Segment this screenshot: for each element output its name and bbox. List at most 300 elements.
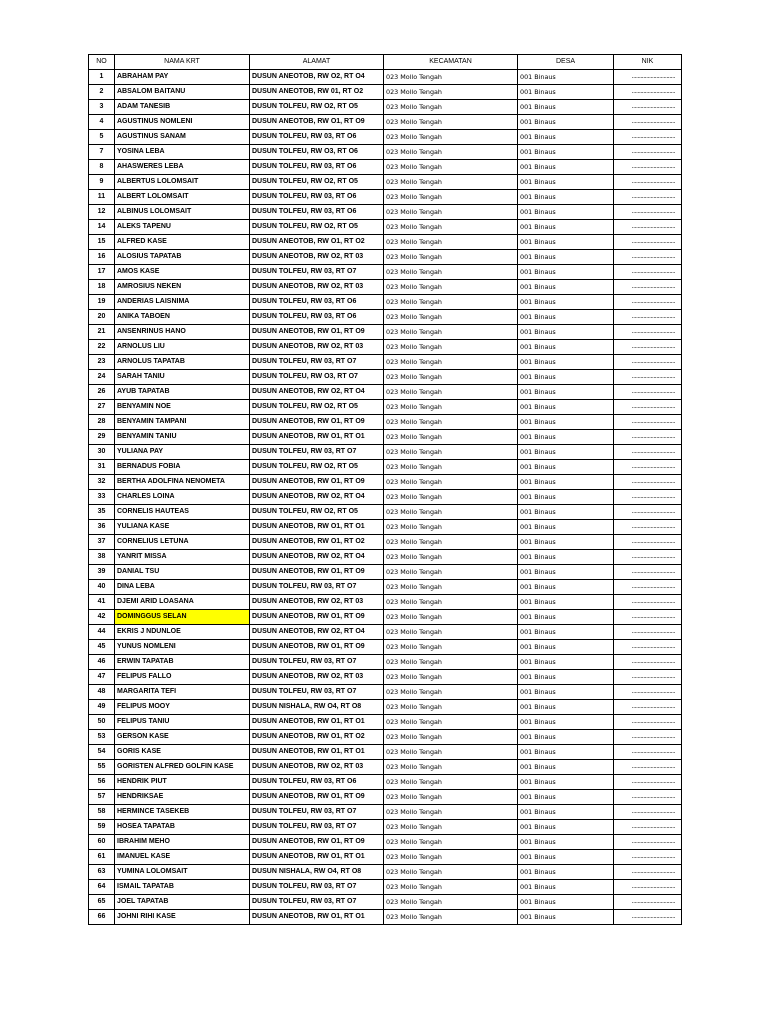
cell-no[interactable]: 20 [89,310,115,325]
cell-no[interactable]: 47 [89,670,115,685]
cell-nik[interactable]: .............................. [614,205,682,220]
cell-alamat[interactable]: DUSUN ANEOTOB, RW 01, RT O2 [250,85,384,100]
cell-no[interactable]: 29 [89,430,115,445]
cell-no[interactable]: 41 [89,595,115,610]
cell-alamat[interactable]: DUSUN TOLFEU, RW O2, RT O5 [250,175,384,190]
cell-nik[interactable]: .............................. [614,415,682,430]
cell-nik[interactable]: .............................. [614,400,682,415]
cell-nama-krt[interactable]: YUNUS NOMLENI [115,640,250,655]
cell-nama-krt[interactable]: ABSALOM BAITANU [115,85,250,100]
cell-desa[interactable]: 001 Binaus [518,115,614,130]
cell-no[interactable]: 46 [89,655,115,670]
cell-kecamatan[interactable]: 023 Mollo Tengah [384,775,518,790]
cell-nama-krt[interactable]: FELIPUS TANIU [115,715,250,730]
cell-desa[interactable]: 001 Binaus [518,355,614,370]
cell-alamat[interactable]: DUSUN ANEOTOB, RW O1, RT O1 [250,715,384,730]
cell-no[interactable]: 23 [89,355,115,370]
cell-alamat[interactable]: DUSUN ANEOTOB, RW O1, RT O1 [250,850,384,865]
cell-no[interactable]: 42 [89,610,115,625]
cell-nik[interactable]: .............................. [614,385,682,400]
cell-alamat[interactable]: DUSUN TOLFEU, RW O2, RT O5 [250,220,384,235]
cell-desa[interactable]: 001 Binaus [518,670,614,685]
cell-kecamatan[interactable]: 023 Mollo Tengah [384,865,518,880]
cell-no[interactable]: 58 [89,805,115,820]
cell-alamat[interactable]: DUSUN ANEOTOB, RW O2, RT O4 [250,550,384,565]
cell-nik[interactable]: .............................. [614,880,682,895]
cell-nik[interactable]: .............................. [614,325,682,340]
cell-no[interactable]: 53 [89,730,115,745]
cell-nama-krt[interactable]: YULIANA PAY [115,445,250,460]
cell-nama-krt[interactable]: HOSEA TAPATAB [115,820,250,835]
cell-nik[interactable]: .............................. [614,595,682,610]
cell-nama-krt[interactable]: AMOS KASE [115,265,250,280]
cell-no[interactable]: 61 [89,850,115,865]
cell-no[interactable]: 35 [89,505,115,520]
cell-nik[interactable]: .............................. [614,100,682,115]
cell-nik[interactable]: .............................. [614,265,682,280]
cell-nik[interactable]: .............................. [614,805,682,820]
cell-alamat[interactable]: DUSUN TOLFEU, RW O2, RT O5 [250,400,384,415]
cell-no[interactable]: 18 [89,280,115,295]
cell-no[interactable]: 8 [89,160,115,175]
cell-nama-krt[interactable]: ALBINUS LOLOMSAIT [115,205,250,220]
cell-no[interactable]: 24 [89,370,115,385]
cell-alamat[interactable]: DUSUN TOLFEU, RW 03, RT O6 [250,310,384,325]
cell-kecamatan[interactable]: 023 Mollo Tengah [384,730,518,745]
cell-alamat[interactable]: DUSUN TOLFEU, RW 03, RT O7 [250,880,384,895]
cell-nik[interactable]: .............................. [614,670,682,685]
cell-nama-krt[interactable]: BENYAMIN NOE [115,400,250,415]
cell-nik[interactable]: .............................. [614,835,682,850]
cell-nama-krt[interactable]: AYUB TAPATAB [115,385,250,400]
cell-kecamatan[interactable]: 023 Mollo Tengah [384,550,518,565]
cell-no[interactable]: 15 [89,235,115,250]
cell-kecamatan[interactable]: 023 Mollo Tengah [384,400,518,415]
cell-kecamatan[interactable]: 023 Mollo Tengah [384,535,518,550]
cell-desa[interactable]: 001 Binaus [518,370,614,385]
cell-nama-krt[interactable]: AMROSIUS NEKEN [115,280,250,295]
cell-nama-krt[interactable]: YUMINA LOLOMSAIT [115,865,250,880]
cell-nama-krt[interactable]: ALOSIUS TAPATAB [115,250,250,265]
cell-alamat[interactable]: DUSUN ANEOTOB, RW O1, RT O1 [250,910,384,925]
cell-nik[interactable]: .............................. [614,220,682,235]
cell-desa[interactable]: 001 Binaus [518,160,614,175]
cell-kecamatan[interactable]: 023 Mollo Tengah [384,310,518,325]
cell-nik[interactable]: .............................. [614,655,682,670]
cell-desa[interactable]: 001 Binaus [518,535,614,550]
cell-kecamatan[interactable]: 023 Mollo Tengah [384,355,518,370]
cell-desa[interactable]: 001 Binaus [518,130,614,145]
cell-no[interactable]: 3 [89,100,115,115]
cell-nik[interactable]: .............................. [614,475,682,490]
cell-desa[interactable]: 001 Binaus [518,640,614,655]
cell-alamat[interactable]: DUSUN TOLFEU, RW 03, RT O7 [250,805,384,820]
cell-kecamatan[interactable]: 023 Mollo Tengah [384,100,518,115]
cell-nik[interactable]: .............................. [614,520,682,535]
cell-nik[interactable]: .............................. [614,175,682,190]
cell-kecamatan[interactable]: 023 Mollo Tengah [384,520,518,535]
cell-kecamatan[interactable]: 023 Mollo Tengah [384,505,518,520]
cell-alamat[interactable]: DUSUN TOLFEU, RW 03, RT O6 [250,160,384,175]
cell-no[interactable]: 37 [89,535,115,550]
cell-kecamatan[interactable]: 023 Mollo Tengah [384,490,518,505]
cell-nik[interactable]: .............................. [614,760,682,775]
cell-nama-krt[interactable]: GERSON KASE [115,730,250,745]
cell-desa[interactable]: 001 Binaus [518,700,614,715]
cell-alamat[interactable]: DUSUN ANEOTOB, RW O1, RT O1 [250,520,384,535]
cell-alamat[interactable]: DUSUN TOLFEU, RW 03, RT O7 [250,655,384,670]
cell-nama-krt[interactable]: MARGARITA TEFI [115,685,250,700]
cell-nik[interactable]: .............................. [614,280,682,295]
cell-alamat[interactable]: DUSUN ANEOTOB, RW O2, RT 03 [250,280,384,295]
cell-kecamatan[interactable]: 023 Mollo Tengah [384,790,518,805]
cell-nik[interactable]: .............................. [614,730,682,745]
cell-nama-krt[interactable]: JOEL TAPATAB [115,895,250,910]
cell-desa[interactable]: 001 Binaus [518,610,614,625]
cell-alamat[interactable]: DUSUN ANEOTOB, RW O2, RT 03 [250,250,384,265]
cell-no[interactable]: 27 [89,400,115,415]
cell-nik[interactable]: .............................. [614,70,682,85]
cell-no[interactable]: 60 [89,835,115,850]
cell-no[interactable]: 5 [89,130,115,145]
cell-kecamatan[interactable]: 023 Mollo Tengah [384,610,518,625]
cell-kecamatan[interactable]: 023 Mollo Tengah [384,220,518,235]
cell-kecamatan[interactable]: 023 Mollo Tengah [384,880,518,895]
cell-kecamatan[interactable]: 023 Mollo Tengah [384,625,518,640]
cell-desa[interactable]: 001 Binaus [518,865,614,880]
cell-nama-krt[interactable]: AHASWERES LEBA [115,160,250,175]
cell-nama-krt[interactable]: ANSENRINUS HANO [115,325,250,340]
cell-nama-krt[interactable]: YANRIT MISSA [115,550,250,565]
cell-nama-krt[interactable]: AGUSTINUS NOMLENI [115,115,250,130]
cell-no[interactable]: 64 [89,880,115,895]
cell-desa[interactable]: 001 Binaus [518,235,614,250]
cell-desa[interactable]: 001 Binaus [518,895,614,910]
cell-no[interactable]: 45 [89,640,115,655]
cell-kecamatan[interactable]: 023 Mollo Tengah [384,670,518,685]
cell-kecamatan[interactable]: 023 Mollo Tengah [384,295,518,310]
cell-nik[interactable]: .............................. [614,820,682,835]
cell-nama-krt[interactable]: ALEKS TAPENU [115,220,250,235]
cell-alamat[interactable]: DUSUN TOLFEU, RW O2, RT O5 [250,505,384,520]
cell-kecamatan[interactable]: 023 Mollo Tengah [384,580,518,595]
cell-kecamatan[interactable]: 023 Mollo Tengah [384,475,518,490]
cell-desa[interactable]: 001 Binaus [518,520,614,535]
cell-no[interactable]: 48 [89,685,115,700]
cell-nama-krt[interactable]: ERWIN TAPATAB [115,655,250,670]
cell-kecamatan[interactable]: 023 Mollo Tengah [384,415,518,430]
cell-no[interactable]: 9 [89,175,115,190]
cell-alamat[interactable]: DUSUN ANEOTOB, RW O1, RT O9 [250,610,384,625]
cell-kecamatan[interactable]: 023 Mollo Tengah [384,820,518,835]
cell-no[interactable]: 49 [89,700,115,715]
cell-no[interactable]: 33 [89,490,115,505]
cell-nama-krt[interactable]: CHARLES LOINA [115,490,250,505]
cell-no[interactable]: 44 [89,625,115,640]
cell-nik[interactable]: .............................. [614,715,682,730]
cell-alamat[interactable]: DUSUN ANEOTOB, RW O2, RT 03 [250,340,384,355]
cell-desa[interactable]: 001 Binaus [518,340,614,355]
cell-nama-krt[interactable]: FELIPUS FALLO [115,670,250,685]
cell-kecamatan[interactable]: 023 Mollo Tengah [384,910,518,925]
cell-kecamatan[interactable]: 023 Mollo Tengah [384,280,518,295]
cell-alamat[interactable]: DUSUN TOLFEU, RW 03, RT O7 [250,820,384,835]
cell-no[interactable]: 50 [89,715,115,730]
cell-desa[interactable]: 001 Binaus [518,835,614,850]
cell-alamat[interactable]: DUSUN TOLFEU, RW 03, RT O7 [250,265,384,280]
cell-desa[interactable]: 001 Binaus [518,805,614,820]
cell-nama-krt[interactable]: HENDRIKSAE [115,790,250,805]
cell-kecamatan[interactable]: 023 Mollo Tengah [384,715,518,730]
cell-desa[interactable]: 001 Binaus [518,145,614,160]
cell-nama-krt[interactable]: HENDRIK PIUT [115,775,250,790]
cell-nama-krt[interactable]: CORNELIS HAUTEAS [115,505,250,520]
cell-alamat[interactable]: DUSUN ANEOTOB, RW O1, RT O9 [250,415,384,430]
cell-no[interactable]: 17 [89,265,115,280]
cell-nama-krt[interactable]: DJEMI ARID LOASANA [115,595,250,610]
cell-nik[interactable]: .............................. [614,640,682,655]
cell-alamat[interactable]: DUSUN TOLFEU, RW 03, RT O7 [250,685,384,700]
cell-desa[interactable]: 001 Binaus [518,595,614,610]
cell-alamat[interactable]: DUSUN ANEOTOB, RW O1, RT O9 [250,565,384,580]
cell-alamat[interactable]: DUSUN TOLFEU, RW 03, RT O7 [250,445,384,460]
cell-nama-krt[interactable]: ALBERT LOLOMSAIT [115,190,250,205]
cell-alamat[interactable]: DUSUN TOLFEU, RW 03, RT O6 [250,130,384,145]
cell-kecamatan[interactable]: 023 Mollo Tengah [384,70,518,85]
cell-nik[interactable]: .............................. [614,700,682,715]
cell-no[interactable]: 36 [89,520,115,535]
cell-nik[interactable]: .............................. [614,85,682,100]
cell-alamat[interactable]: DUSUN TOLFEU, RW 03, RT O7 [250,895,384,910]
cell-desa[interactable]: 001 Binaus [518,85,614,100]
cell-alamat[interactable]: DUSUN ANEOTOB, RW O1, RT O2 [250,535,384,550]
cell-nik[interactable]: .............................. [614,460,682,475]
cell-no[interactable]: 59 [89,820,115,835]
cell-nik[interactable]: .............................. [614,895,682,910]
cell-desa[interactable]: 001 Binaus [518,685,614,700]
cell-kecamatan[interactable]: 023 Mollo Tengah [384,115,518,130]
cell-no[interactable]: 22 [89,340,115,355]
cell-nik[interactable]: .............................. [614,745,682,760]
cell-no[interactable]: 56 [89,775,115,790]
cell-nik[interactable]: .............................. [614,790,682,805]
cell-nama-krt[interactable]: ALFRED KASE [115,235,250,250]
cell-no[interactable]: 16 [89,250,115,265]
cell-no[interactable]: 66 [89,910,115,925]
cell-kecamatan[interactable]: 023 Mollo Tengah [384,460,518,475]
cell-nama-krt[interactable]: JOHNI RIHI KASE [115,910,250,925]
cell-desa[interactable]: 001 Binaus [518,415,614,430]
cell-alamat[interactable]: DUSUN ANEOTOB, RW O2, RT O4 [250,490,384,505]
cell-alamat[interactable]: DUSUN ANEOTOB, RW O2, RT O4 [250,70,384,85]
cell-nama-krt[interactable]: ISMAIL TAPATAB [115,880,250,895]
cell-desa[interactable]: 001 Binaus [518,820,614,835]
cell-alamat[interactable]: DUSUN ANEOTOB, RW O2, RT O4 [250,385,384,400]
cell-nama-krt[interactable]: BENYAMIN TAMPANI [115,415,250,430]
cell-kecamatan[interactable]: 023 Mollo Tengah [384,385,518,400]
cell-nik[interactable]: .............................. [614,505,682,520]
cell-nama-krt[interactable]: GORIS KASE [115,745,250,760]
cell-no[interactable]: 28 [89,415,115,430]
cell-no[interactable]: 54 [89,745,115,760]
cell-no[interactable]: 31 [89,460,115,475]
cell-nik[interactable]: .............................. [614,310,682,325]
cell-nama-krt[interactable]: DANIAL TSU [115,565,250,580]
cell-nik[interactable]: .............................. [614,550,682,565]
cell-desa[interactable]: 001 Binaus [518,250,614,265]
cell-desa[interactable]: 001 Binaus [518,205,614,220]
cell-desa[interactable]: 001 Binaus [518,70,614,85]
cell-nik[interactable]: .............................. [614,370,682,385]
cell-kecamatan[interactable]: 023 Mollo Tengah [384,160,518,175]
cell-nik[interactable]: .............................. [614,250,682,265]
cell-nik[interactable]: .............................. [614,295,682,310]
cell-no[interactable]: 63 [89,865,115,880]
cell-nama-krt[interactable]: ANIKA TABOEN [115,310,250,325]
cell-alamat[interactable]: DUSUN ANEOTOB, RW O1, RT O9 [250,790,384,805]
cell-nama-krt[interactable]: HERMINCE TASEKEB [115,805,250,820]
cell-kecamatan[interactable]: 023 Mollo Tengah [384,805,518,820]
cell-desa[interactable]: 001 Binaus [518,505,614,520]
cell-kecamatan[interactable]: 023 Mollo Tengah [384,205,518,220]
cell-nik[interactable]: .............................. [614,685,682,700]
cell-desa[interactable]: 001 Binaus [518,490,614,505]
cell-kecamatan[interactable]: 023 Mollo Tengah [384,760,518,775]
cell-nik[interactable]: .............................. [614,535,682,550]
cell-nama-krt[interactable]: SARAH TANIU [115,370,250,385]
cell-alamat[interactable]: DUSUN ANEOTOB, RW O1, RT O2 [250,730,384,745]
cell-desa[interactable]: 001 Binaus [518,190,614,205]
cell-alamat[interactable]: DUSUN TOLFEU, RW 03, RT O6 [250,190,384,205]
cell-no[interactable]: 57 [89,790,115,805]
cell-no[interactable]: 26 [89,385,115,400]
cell-kecamatan[interactable]: 023 Mollo Tengah [384,190,518,205]
cell-alamat[interactable]: DUSUN TOLFEU, RW 03, RT O7 [250,355,384,370]
cell-kecamatan[interactable]: 023 Mollo Tengah [384,445,518,460]
cell-alamat[interactable]: DUSUN TOLFEU, RW O3, RT O7 [250,370,384,385]
cell-nik[interactable]: .............................. [614,445,682,460]
cell-nama-krt[interactable]: DINA LEBA [115,580,250,595]
cell-nama-krt[interactable]: EKRIS J NDUNLOE [115,625,250,640]
cell-desa[interactable]: 001 Binaus [518,385,614,400]
cell-kecamatan[interactable]: 023 Mollo Tengah [384,655,518,670]
cell-desa[interactable]: 001 Binaus [518,580,614,595]
cell-nama-krt[interactable]: ALBERTUS LOLOMSAIT [115,175,250,190]
cell-desa[interactable]: 001 Binaus [518,280,614,295]
cell-nama-krt[interactable]: ABRAHAM PAY [115,70,250,85]
cell-no[interactable]: 40 [89,580,115,595]
cell-nik[interactable]: .............................. [614,565,682,580]
cell-alamat[interactable]: DUSUN ANEOTOB, RW O2, RT 03 [250,595,384,610]
cell-nama-krt[interactable]: ARNOLUS LIU [115,340,250,355]
cell-alamat[interactable]: DUSUN TOLFEU, RW 03, RT O6 [250,775,384,790]
cell-kecamatan[interactable]: 023 Mollo Tengah [384,835,518,850]
cell-kecamatan[interactable]: 023 Mollo Tengah [384,565,518,580]
cell-desa[interactable]: 001 Binaus [518,790,614,805]
cell-kecamatan[interactable]: 023 Mollo Tengah [384,265,518,280]
cell-alamat[interactable]: DUSUN ANEOTOB, RW O1, RT O9 [250,835,384,850]
cell-nama-krt[interactable]: ANDERIAS LAISNIMA [115,295,250,310]
cell-desa[interactable]: 001 Binaus [518,430,614,445]
cell-alamat[interactable]: DUSUN ANEOTOB, RW O1, RT O1 [250,430,384,445]
cell-nama-krt[interactable]: CORNELIUS LETUNA [115,535,250,550]
cell-no[interactable]: 65 [89,895,115,910]
cell-nama-krt[interactable]: BENYAMIN TANIU [115,430,250,445]
cell-nik[interactable]: .............................. [614,775,682,790]
cell-desa[interactable]: 001 Binaus [518,550,614,565]
cell-desa[interactable]: 001 Binaus [518,715,614,730]
cell-no[interactable]: 55 [89,760,115,775]
cell-alamat[interactable]: DUSUN ANEOTOB, RW O1, RT O9 [250,640,384,655]
cell-nik[interactable]: .............................. [614,850,682,865]
cell-desa[interactable]: 001 Binaus [518,565,614,580]
cell-desa[interactable]: 001 Binaus [518,730,614,745]
cell-nama-krt[interactable]: IMANUEL KASE [115,850,250,865]
cell-nama-krt[interactable]: BERTHA ADOLFINA NENOMETA [115,475,250,490]
cell-no[interactable]: 4 [89,115,115,130]
cell-alamat[interactable]: DUSUN ANEOTOB, RW O1, RT O9 [250,325,384,340]
cell-kecamatan[interactable]: 023 Mollo Tengah [384,145,518,160]
cell-alamat[interactable]: DUSUN TOLFEU, RW O3, RT O6 [250,145,384,160]
cell-alamat[interactable]: DUSUN ANEOTOB, RW O1, RT O9 [250,475,384,490]
cell-desa[interactable]: 001 Binaus [518,625,614,640]
cell-desa[interactable]: 001 Binaus [518,265,614,280]
cell-kecamatan[interactable]: 023 Mollo Tengah [384,640,518,655]
cell-no[interactable]: 14 [89,220,115,235]
cell-desa[interactable]: 001 Binaus [518,910,614,925]
cell-nik[interactable]: .............................. [614,610,682,625]
cell-nik[interactable]: .............................. [614,490,682,505]
cell-kecamatan[interactable]: 023 Mollo Tengah [384,430,518,445]
cell-no[interactable]: 32 [89,475,115,490]
cell-nama-krt[interactable]: ARNOLUS TAPATAB [115,355,250,370]
cell-alamat[interactable]: DUSUN NISHALA, RW O4, RT O8 [250,700,384,715]
cell-kecamatan[interactable]: 023 Mollo Tengah [384,850,518,865]
cell-nama-krt[interactable]: AGUSTINUS SANAM [115,130,250,145]
cell-nama-krt[interactable]: ADAM TANESIB [115,100,250,115]
cell-nik[interactable]: .............................. [614,190,682,205]
cell-nama-krt[interactable]: GORISTEN ALFRED GOLFIN KASE [115,760,250,775]
cell-alamat[interactable]: DUSUN TOLFEU, RW 03, RT O6 [250,295,384,310]
cell-kecamatan[interactable]: 023 Mollo Tengah [384,745,518,760]
cell-alamat[interactable]: DUSUN ANEOTOB, RW O1, RT O2 [250,235,384,250]
cell-no[interactable]: 21 [89,325,115,340]
cell-nik[interactable]: .............................. [614,340,682,355]
cell-desa[interactable]: 001 Binaus [518,775,614,790]
cell-alamat[interactable]: DUSUN ANEOTOB, RW O2, RT 03 [250,670,384,685]
cell-nik[interactable]: .............................. [614,625,682,640]
cell-desa[interactable]: 001 Binaus [518,100,614,115]
cell-nik[interactable]: .............................. [614,160,682,175]
cell-nik[interactable]: .............................. [614,130,682,145]
cell-nik[interactable]: .............................. [614,865,682,880]
cell-nama-krt[interactable]: FELIPUS MOOY [115,700,250,715]
cell-desa[interactable]: 001 Binaus [518,475,614,490]
cell-nama-krt[interactable]: YOSINA LEBA [115,145,250,160]
cell-kecamatan[interactable]: 023 Mollo Tengah [384,700,518,715]
cell-desa[interactable]: 001 Binaus [518,295,614,310]
cell-alamat[interactable]: DUSUN ANEOTOB, RW O2, RT 03 [250,760,384,775]
cell-kecamatan[interactable]: 023 Mollo Tengah [384,895,518,910]
cell-alamat[interactable]: DUSUN ANEOTOB, RW O1, RT O9 [250,115,384,130]
cell-kecamatan[interactable]: 023 Mollo Tengah [384,325,518,340]
cell-nik[interactable]: .............................. [614,430,682,445]
cell-nama-krt[interactable]: DOMINGGUS SELAN [115,610,250,625]
cell-desa[interactable]: 001 Binaus [518,445,614,460]
cell-nama-krt[interactable]: IBRAHIM MEHO [115,835,250,850]
cell-nik[interactable]: .............................. [614,115,682,130]
cell-desa[interactable]: 001 Binaus [518,460,614,475]
